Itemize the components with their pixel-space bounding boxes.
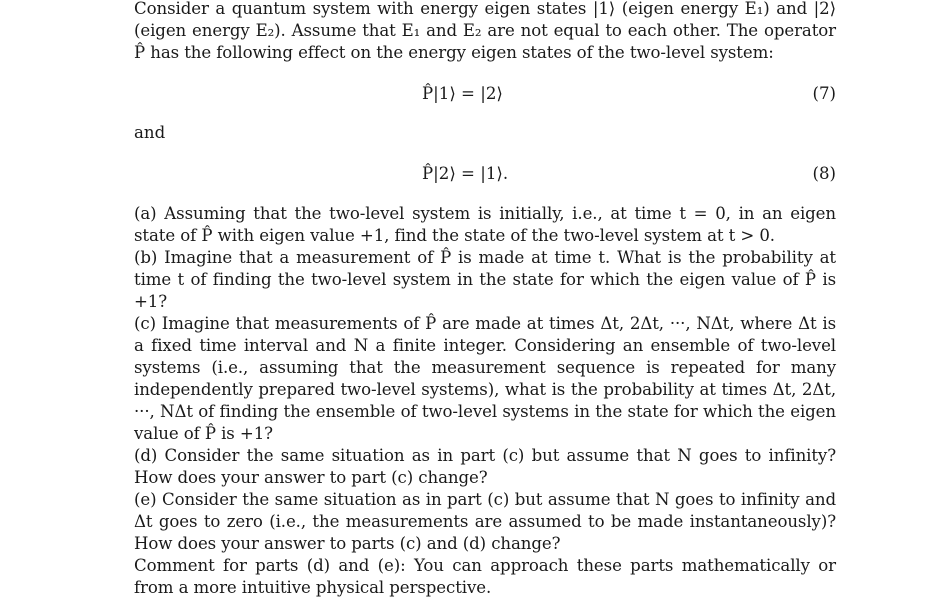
part-a: (a) Assuming that the two-level system is initially, i.e., at time t = 0, in an eigen state of P̂ with eigen value +1, find the state of the two-level system at t > 0. xyxy=(134,204,836,245)
intro-paragraph: Consider a quantum system with energy eigen states |1⟩ (eigen energy E₁) and |2⟩ (eigen energy E₂). Assume that E₁ and E₂ are not equal to each other. The operator P̂ has the following effect on the energy eigen states of the two-level system: xyxy=(134,0,836,62)
comment: Comment for parts (d) and (e): You can approach these parts mathematically or from a more intuitive physical perspective. xyxy=(134,556,836,597)
equation-8-number: (8) xyxy=(812,164,836,183)
equation-7-expression: P̂|1⟩ = |2⟩ xyxy=(422,84,503,103)
equation-7 xyxy=(134,84,836,108)
question-parts xyxy=(134,203,836,599)
part-e: (e) Consider the same situation as in part (c) but assume that N goes to infinity and Δt goes to zero (i.e., the measurements are assumed to be made instantaneously)? How does your answer to parts (c) and (d) change? xyxy=(134,490,836,553)
equation-7-number: (7) xyxy=(812,84,836,103)
part-c: (c) Imagine that measurements of P̂ are made at times Δt, 2Δt, ···, NΔt, where Δt is a fixed time interval and N a finite integer. Considering an ensemble of two-level systems (i.e., assuming that the measurement sequence is repeated for many independently prepared two-level systems), what is the probability at times Δt, 2Δt, ···, NΔt of finding the ensemble of two-level systems in the state for which the eigen value of P̂ is +1? xyxy=(134,314,836,443)
part-d: (d) Consider the same situation as in part (c) but assume that N goes to infinity? How does your answer to part (c) change? xyxy=(134,446,836,487)
connector-and: and xyxy=(134,123,166,142)
equation-8-expression: P̂|2⟩ = |1⟩. xyxy=(422,164,509,183)
equation-8 xyxy=(134,164,836,188)
part-b: (b) Imagine that a measurement of P̂ is made at time t. What is the probability at time t of finding the two-level system in the state for which the eigen value of P̂ is +1? xyxy=(134,248,836,311)
